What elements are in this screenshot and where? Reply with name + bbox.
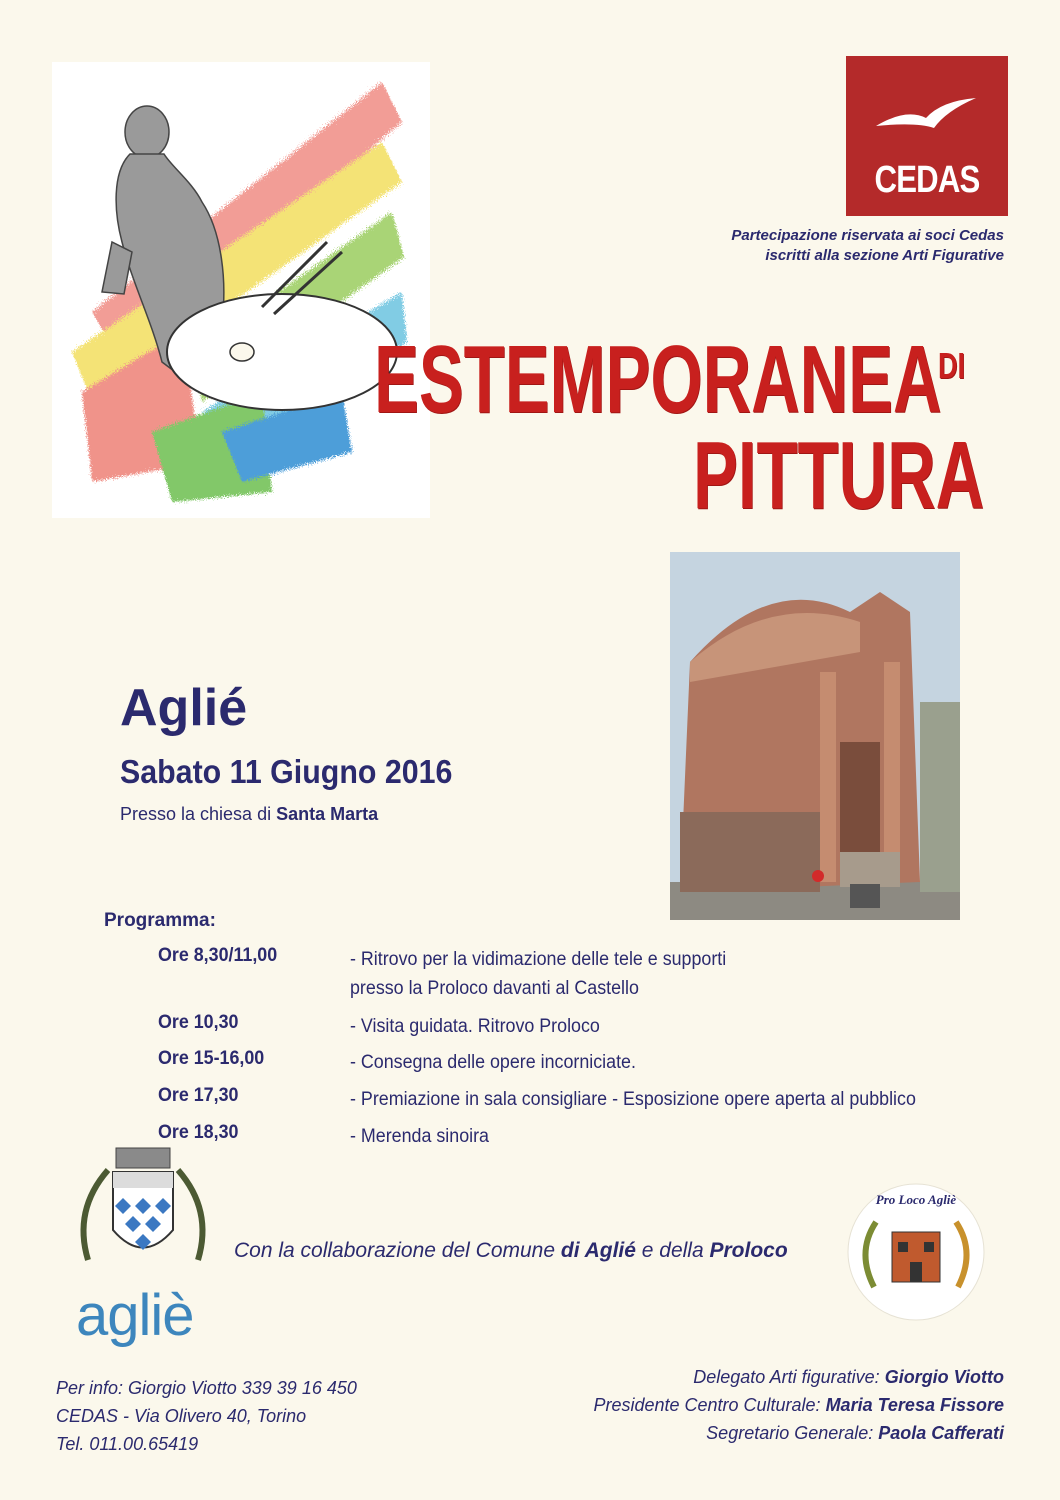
contact-info bbox=[56, 1374, 357, 1458]
title-di: DI bbox=[938, 345, 965, 386]
program-time: Ore 15-16,00 bbox=[158, 1048, 265, 1069]
aglie-logo-text: agliè bbox=[76, 1283, 194, 1348]
event-place: Aglié bbox=[120, 679, 248, 737]
credit-name: Paola Cafferati bbox=[878, 1423, 1004, 1443]
contact-line: Tel. 011.00.65419 bbox=[56, 1434, 199, 1454]
reserved-note-line: iscritti alla sezione Arti Figurative bbox=[765, 247, 1004, 264]
title-line-2: PITTURA bbox=[693, 422, 985, 529]
aglie-crest-logo bbox=[68, 1140, 218, 1290]
proloco-logo bbox=[846, 1182, 986, 1322]
credit-role: Segretario Generale: bbox=[706, 1423, 879, 1443]
credit-name: Giorgio Viotto bbox=[884, 1367, 1004, 1387]
collaboration-line bbox=[234, 1239, 788, 1263]
cedas-logo bbox=[846, 56, 1008, 216]
venue-name: Santa Marta bbox=[276, 804, 379, 824]
cedas-logo-text: CEDAS bbox=[874, 159, 980, 201]
church-photo bbox=[670, 552, 960, 920]
credits bbox=[593, 1363, 1004, 1447]
santa-marta-church-image bbox=[670, 552, 960, 920]
proloco-logo-text: Pro Loco Agliè bbox=[875, 1192, 957, 1207]
credit-line bbox=[593, 1391, 1004, 1419]
program-time: Ore 18,30 bbox=[158, 1122, 239, 1143]
credit-line bbox=[593, 1363, 1004, 1391]
credit-role: Delegato Arti figurative: bbox=[693, 1367, 885, 1387]
program-time: Ore 10,30 bbox=[158, 1012, 239, 1033]
collab-part: Con la collaborazione del Comune bbox=[234, 1239, 561, 1262]
reserved-note bbox=[584, 226, 1004, 266]
event-venue bbox=[120, 804, 378, 825]
program-desc: - Ritrovo per la vidimazione delle tele e supporti presso la Proloco davanti al Castello bbox=[350, 949, 727, 999]
program-desc: - Consegna delle opere incorniciate. bbox=[350, 1052, 636, 1073]
program-heading: Programma: bbox=[104, 910, 216, 931]
program-time: Ore 8,30/11,00 bbox=[158, 945, 278, 966]
credit-line bbox=[593, 1419, 1004, 1447]
painting-artwork bbox=[52, 62, 430, 518]
title-line-1: ESTEMPORANEA bbox=[374, 326, 942, 433]
collab-part: e della bbox=[635, 1239, 710, 1262]
collab-comune: di Aglié bbox=[560, 1239, 636, 1262]
program-desc: - Visita guidata. Ritrovo Proloco bbox=[350, 1016, 600, 1037]
contact-line: Per info: Giorgio Viotto 339 39 16 450 bbox=[56, 1378, 357, 1398]
program-time: Ore 17,30 bbox=[158, 1085, 239, 1106]
reserved-note-line: Partecipazione riservata ai soci Cedas bbox=[731, 227, 1004, 244]
contact-line: CEDAS - Via Olivero 40, Torino bbox=[56, 1406, 307, 1426]
credit-role: Presidente Centro Culturale: bbox=[593, 1395, 826, 1415]
credit-name: Maria Teresa Fissore bbox=[825, 1395, 1004, 1415]
event-date: Sabato 11 Giugno 2016 bbox=[120, 753, 453, 790]
coat-of-arms-icon bbox=[68, 1140, 218, 1290]
program-desc: - Premiazione in sala consigliare - Esposizione opere aperta al pubblico bbox=[350, 1089, 916, 1110]
venue-prefix: Presso la chiesa di bbox=[120, 804, 277, 824]
collab-proloco: Proloco bbox=[709, 1239, 788, 1262]
statue-palette-illustration bbox=[52, 62, 430, 518]
program-desc: - Merenda sinoira bbox=[350, 1126, 489, 1147]
